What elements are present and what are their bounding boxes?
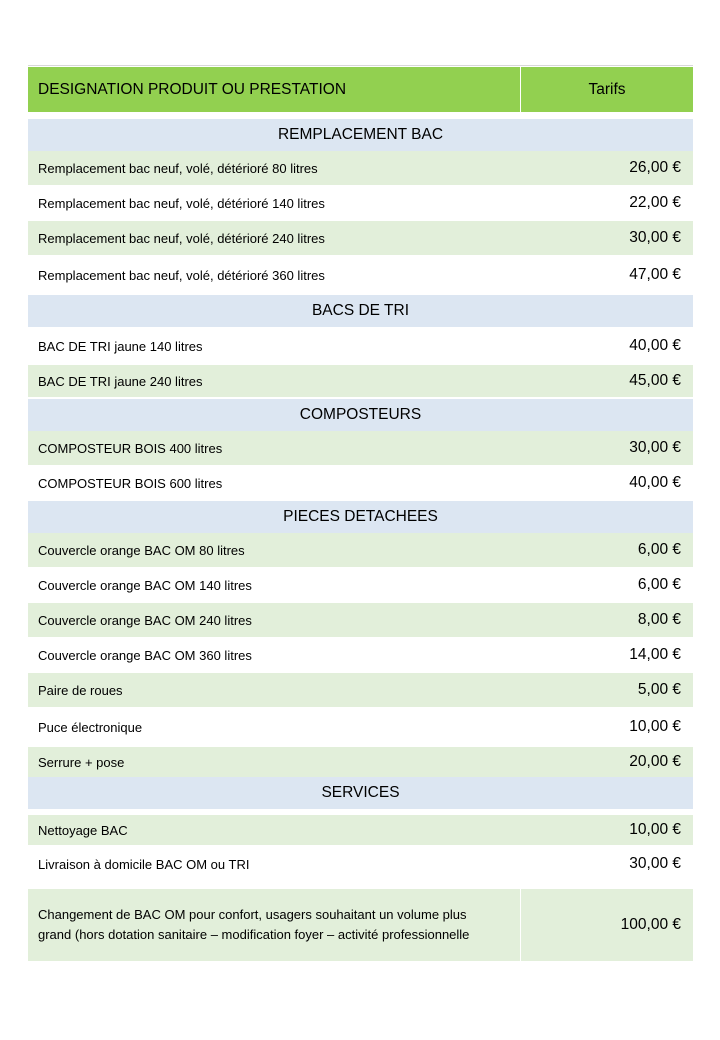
section-title-composteurs: COMPOSTEURS — [28, 399, 693, 431]
row-label: Serrure + pose — [38, 754, 125, 770]
table-row — [28, 533, 693, 567]
row-label: BAC DE TRI jaune 140 litres — [38, 338, 203, 354]
table-row — [28, 845, 693, 883]
column-header-tarifs: Tarifs — [588, 80, 626, 98]
row-price: 10,00 € — [629, 821, 681, 838]
row-label: Puce électronique — [38, 719, 143, 735]
section-title-bacs-de-tri: BACS DE TRI — [28, 295, 693, 327]
table-row — [28, 889, 693, 961]
row-label: Remplacement bac neuf, volé, détérioré 360 litres — [38, 267, 325, 283]
table-row — [28, 707, 693, 747]
table-header — [28, 67, 693, 113]
row-label: Couvercle orange BAC OM 240 litres — [38, 612, 252, 628]
row-price: 26,00 € — [629, 159, 681, 176]
table-row — [28, 637, 693, 673]
row-price: 5,00 € — [637, 681, 681, 698]
section-title-pieces-detachees: PIECES DETACHEES — [28, 501, 693, 533]
row-price: 47,00 € — [629, 266, 681, 283]
row-label: COMPOSTEUR BOIS 600 litres — [38, 475, 223, 491]
row-price: 10,00 € — [629, 718, 681, 735]
row-label: Remplacement bac neuf, volé, détérioré 80 litres — [38, 160, 318, 176]
row-label-line-1: Changement de BAC OM pour confort, usagers souhaitant un volume plus — [38, 907, 467, 922]
table-row — [28, 431, 693, 465]
table-row — [28, 815, 693, 845]
row-price: 6,00 € — [637, 576, 681, 593]
row-label: Remplacement bac neuf, volé, détérioré 140 litres — [38, 195, 325, 211]
row-price: 30,00 € — [629, 855, 681, 872]
row-price: 14,00 € — [629, 646, 681, 663]
row-price: 40,00 € — [629, 337, 681, 354]
section-title-services: SERVICES — [28, 777, 693, 809]
row-price: 20,00 € — [629, 753, 681, 770]
row-label: Couvercle orange BAC OM 140 litres — [38, 577, 252, 593]
table-row — [28, 603, 693, 637]
section-title-remplacement-bac: REMPLACEMENT BAC — [28, 119, 693, 151]
row-price: 45,00 € — [629, 372, 681, 389]
row-label — [28, 889, 521, 961]
row-label: Couvercle orange BAC OM 80 litres — [38, 542, 245, 558]
table-row — [28, 255, 693, 295]
row-price: 30,00 € — [629, 229, 681, 246]
column-header-designation: DESIGNATION PRODUIT OU PRESTATION — [28, 67, 521, 112]
row-label: BAC DE TRI jaune 240 litres — [38, 373, 203, 389]
table-row — [28, 185, 693, 221]
row-price: 6,00 € — [637, 541, 681, 558]
row-label: Couvercle orange BAC OM 360 litres — [38, 647, 252, 663]
row-label: Remplacement bac neuf, volé, détérioré 240 litres — [38, 230, 325, 246]
table-row — [28, 747, 693, 777]
table-row — [28, 365, 693, 397]
table-row — [28, 327, 693, 365]
table-row — [28, 673, 693, 707]
price-table — [28, 67, 693, 961]
row-label: COMPOSTEUR BOIS 400 litres — [38, 440, 223, 456]
table-row — [28, 221, 693, 255]
row-label-line-2: grand (hors dotation sanitaire – modification foyer – activité professionnelle — [38, 927, 470, 942]
row-price: 100,00 € — [620, 916, 681, 933]
row-price: 8,00 € — [637, 611, 681, 628]
row-price: 40,00 € — [629, 474, 681, 491]
table-row — [28, 465, 693, 501]
top-rule — [28, 65, 693, 66]
table-row — [28, 567, 693, 603]
row-label: Nettoyage BAC — [38, 822, 128, 838]
row-price: 22,00 € — [629, 194, 681, 211]
row-label: Livraison à domicile BAC OM ou TRI — [38, 856, 250, 872]
row-label: Paire de roues — [38, 682, 123, 698]
row-price: 30,00 € — [629, 439, 681, 456]
table-row — [28, 151, 693, 185]
